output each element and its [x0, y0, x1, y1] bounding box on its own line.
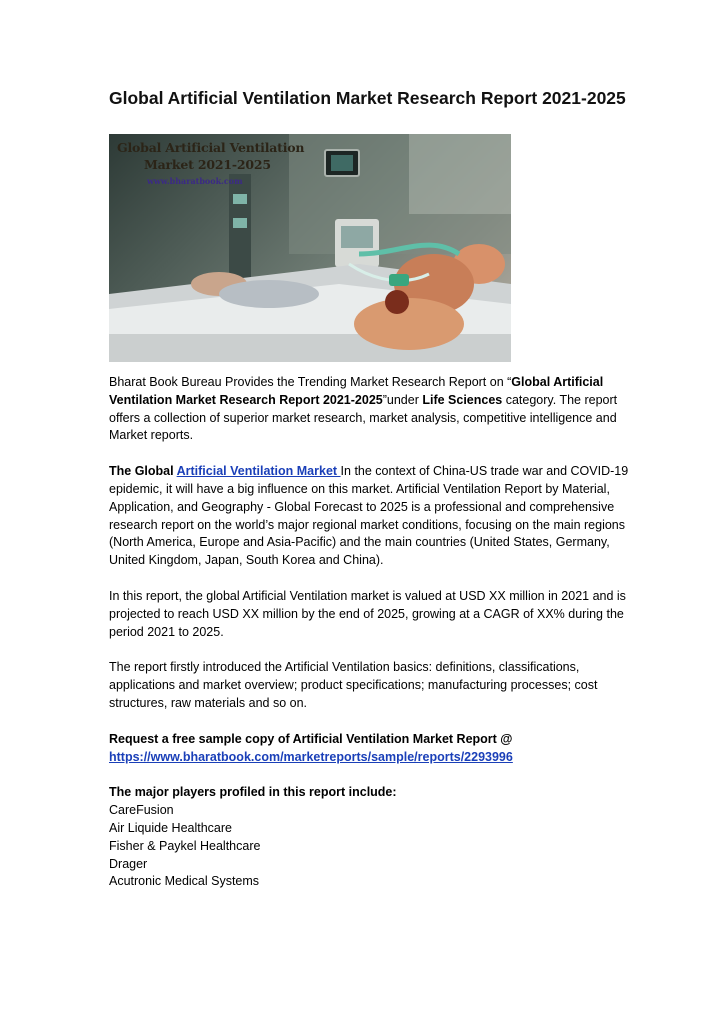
hero-caption-line1: Global Artificial Ventilation: [117, 140, 305, 155]
players-heading-text: The major players profiled in this report include:: [109, 785, 397, 800]
intro-text-2: ”under: [382, 392, 423, 407]
basics-paragraph: The report firstly introduced the Artificial Ventilation basics: definitions, classifications, applications and market overview; product specifications; manufacturing processes; cost structures, raw materials and so on.: [109, 660, 598, 710]
sample-request-label: Request a free sample copy of Artificial Ventilation Market Report @: [109, 731, 513, 746]
sample-request: [109, 731, 629, 767]
intro-text-1: Bharat Book Bureau Provides the Trending Market Research Report on “: [109, 375, 512, 389]
hero-caption-line2: Market 2021-2025: [144, 157, 271, 172]
list-item: CareFusion: [109, 803, 174, 818]
hero-image: [109, 134, 511, 362]
page-title: Global Artificial Ventilation Market Research Report 2021-2025: [109, 88, 626, 108]
intro-text-3: category. The report offers a collection of superior market research, market analysis, competitive intelligence and Market reports.: [109, 392, 618, 443]
sample-request-link[interactable]: https://www.bharatbook.com/marketreports/sample/reports/2293996: [109, 749, 513, 764]
list-item: Air Liquide Healthcare: [109, 820, 232, 835]
global-lead: The Global: [109, 464, 177, 479]
document-content: [109, 87, 629, 891]
list-item: Acutronic Medical Systems: [109, 874, 260, 889]
list-item: Fisher & Paykel Healthcare: [109, 838, 261, 853]
hero-caption-url: www.bharatbook.com: [147, 176, 243, 186]
valuation-paragraph: In this report, the global Artificial Ventilation market is valued at USD XX million in 2021 and is projected to reach USD XX million by the end of 2025, growing at a CAGR of XX% during the period 2021 to 2025.: [109, 588, 626, 639]
intro-report-title: Global Artificial Ventilation Market Research Report 2021-2025: [109, 375, 604, 407]
players-heading: [109, 784, 629, 802]
hero-caption: [117, 139, 304, 187]
artificial-ventilation-market-link[interactable]: Artificial Ventilation Market: [176, 464, 341, 479]
players-list: [109, 802, 629, 891]
intro-paragraph: [109, 374, 629, 445]
intro-category: Life Sciences: [422, 392, 503, 407]
global-paragraph: [109, 463, 629, 570]
global-text: In the context of China-US trade war and COVID-19 epidemic, it will have a big influence on this market. Artificial Ventilation Report by Material, Application, and Geography - Global Forecast to 2025 is a professional and comprehensive research report on the world’s major regional market conditions, focusing on the main regions (North America, Europe and Asia-Pacific) and the main countries (United States, Germany, United Kingdom, Japan, South Korea and China).: [109, 464, 629, 568]
list-item: Drager: [109, 856, 148, 871]
